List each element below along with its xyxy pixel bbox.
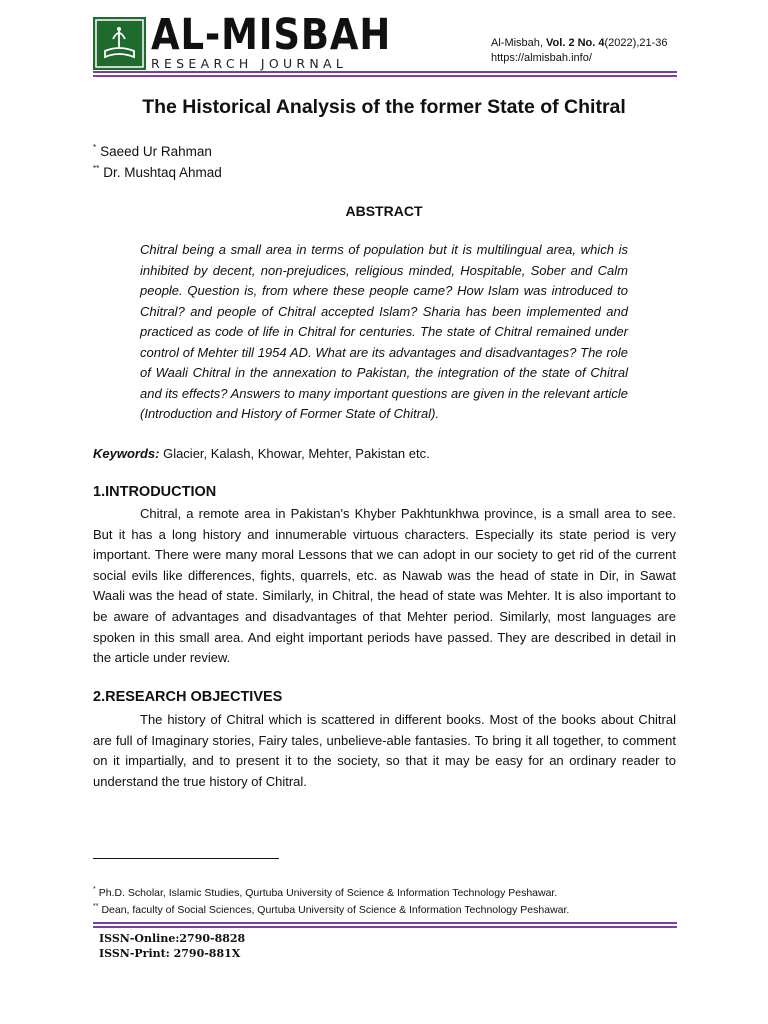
footnote-1-text: Ph.D. Scholar, Islamic Studies, Qurtuba University of Science & Information Technology Peshawar. xyxy=(98,887,558,899)
issn-print: ISSN-Print: 2790-881X xyxy=(99,947,241,960)
journal-url[interactable]: https://almisbah.info/ xyxy=(491,52,592,64)
footnote-2-marker: ** xyxy=(93,903,99,910)
citation-volume: Vol. 2 No. 4 xyxy=(546,37,605,49)
footnote-separator xyxy=(93,858,279,859)
footnote-2-text: Dean, faculty of Social Sciences, Qurtuba University of Science & Information Technology Peshawar. xyxy=(101,904,570,916)
author-2 xyxy=(93,164,222,180)
footnote-1 xyxy=(93,886,557,899)
author-1 xyxy=(93,143,212,159)
section-heading-research-objectives: 2.RESEARCH OBJECTIVES xyxy=(93,689,283,705)
journal-subtitle: RESEARCH JOURNAL xyxy=(151,56,348,71)
citation-prefix: Al-Misbah, xyxy=(491,37,547,49)
header-rule-top xyxy=(93,71,677,73)
issn-online: ISSN-Online:2790-8828 xyxy=(99,932,246,945)
abstract-text: Chitral being a small area in terms of population but it is multilingual area, which is inhibited by decent, non-prejudices, religious minded, Hospitable, Sober and Calm people. Question is, from where these people came? How Islam was introduced to Chitral? and people of Chitral accepted Islam? Sharia has been implemented and practiced as code of life in Chitral for centuries. The state of Chitral remained under control of Mehter till 1954 AD. What are its advantages and disadvantages? The role of Waali Chitral in the annexation to Pakistan, the integration of the state of Chitral and its effects? Answers to many important questions are given in the relevant article (Introduction and History of Former State of Chitral). xyxy=(140,242,628,421)
keywords-label: Keywords: xyxy=(93,446,160,461)
citation-block xyxy=(491,36,668,66)
keywords-value: Glacier, Kalash, Khowar, Mehter, Pakistan etc. xyxy=(159,446,430,461)
keywords xyxy=(93,446,430,461)
section-text-research-objectives: The history of Chitral which is scattered in different books. Most of the books about Chitral are full of Imaginary stories, Fairy tales, unbelieve-able fantasies. To bring it all together, to comment on it impartially, and to present it to the society, so that it may be easy for an ordinary reader to understand the true history of Chitral. xyxy=(93,712,676,789)
paper-title: The Historical Analysis of the former State of Chitral xyxy=(142,96,626,118)
journal-header xyxy=(93,10,678,76)
author-1-marker: * xyxy=(93,143,97,152)
journal-logo xyxy=(93,17,146,70)
author-1-name: Saeed Ur Rahman xyxy=(100,144,212,159)
section-heading-introduction: 1.INTRODUCTION xyxy=(93,484,217,500)
section-text-introduction: Chitral, a remote area in Pakistan's Khyber Pakhtunkhwa province, is a small area to see. But it has a long history and innumerable virtuous characters. Especially its state period is very important. There were many moral Lessons that we can adopt in our society to get rid of the current social evils like differences, fights, quarrels, etc. as Nawab was the head of state in Dir, in Sawat Waali was the head of state. Similarly, in Chitral, the head of state was Mehter. It is also important to be aware of advantages and disadvantages of that Mehter period. Similarly, most languages are spoken in this small area. And eight important periods have passed. They are described in detail in the article under review. xyxy=(93,506,676,666)
footer-rule-top xyxy=(93,922,677,924)
author-2-marker: ** xyxy=(93,164,100,173)
header-rule-bottom xyxy=(93,75,677,77)
book-lamp-icon xyxy=(93,17,146,70)
footer-rule-bottom xyxy=(93,926,677,928)
citation-suffix: (2022),21-36 xyxy=(604,37,668,49)
footnote-1-marker: * xyxy=(93,886,96,893)
abstract-heading: ABSTRACT xyxy=(345,203,423,219)
author-2-name: Dr. Mushtaq Ahmad xyxy=(103,165,222,180)
footnote-2 xyxy=(93,903,569,916)
journal-name: AL-MISBAH xyxy=(151,10,392,60)
